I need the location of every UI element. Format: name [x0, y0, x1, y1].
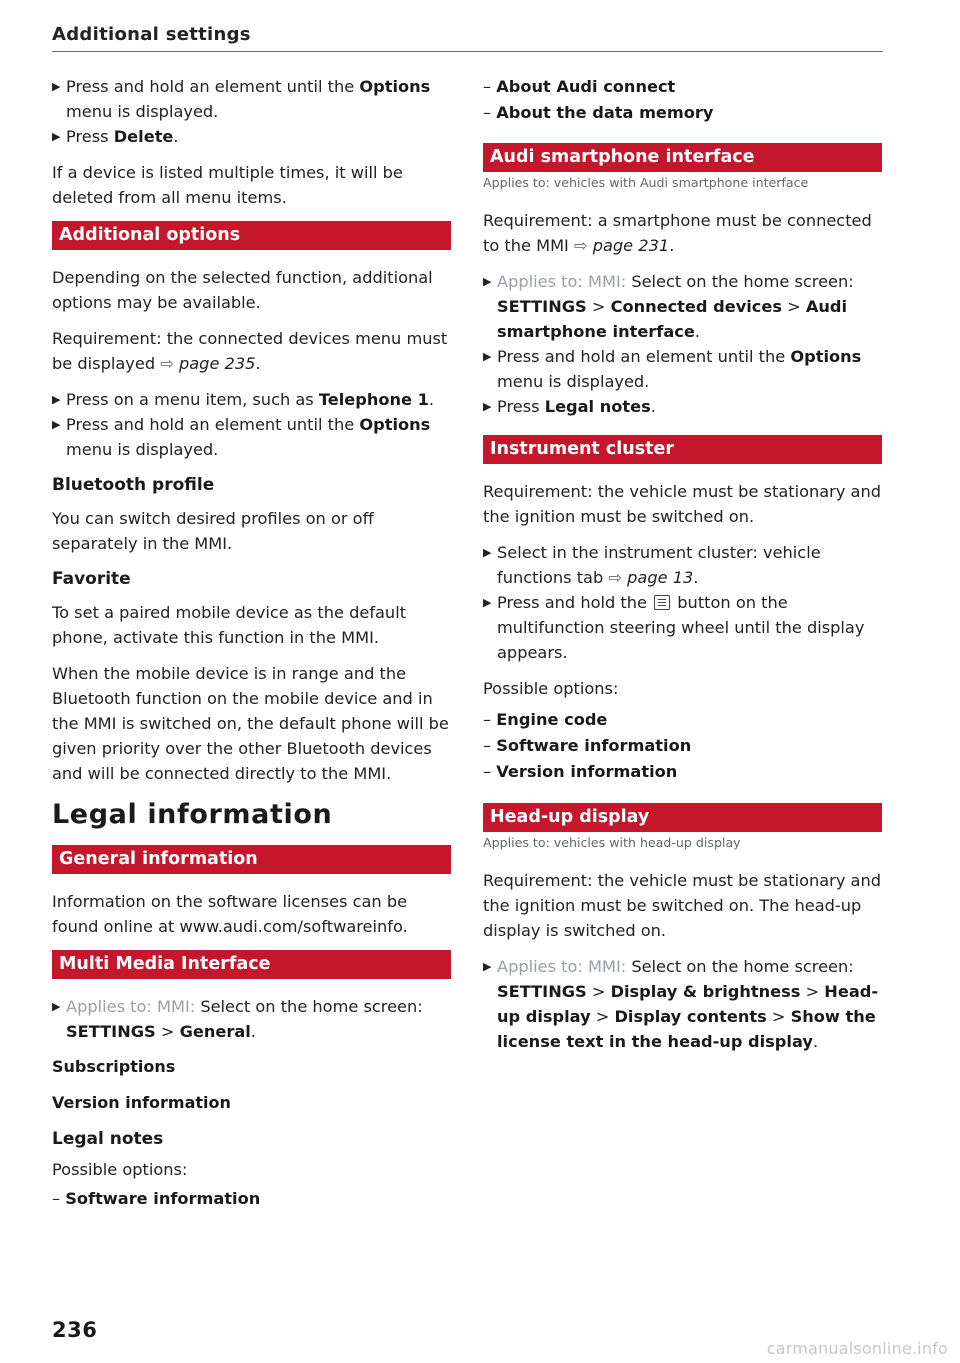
list-item: – About the data memory: [483, 103, 714, 122]
list-item: – About Audi connect: [483, 77, 676, 96]
step-list: [483, 269, 882, 419]
triangle-right-icon: ▶: [52, 393, 61, 406]
page-header-title: Additional settings: [52, 24, 251, 45]
option-list: [483, 707, 882, 785]
list-item: – Engine code: [483, 710, 608, 729]
page-number: 236: [52, 1318, 98, 1342]
paragraph-requirement: Requirement: a smartphone must be connected to the MMI ⇨ page 231.: [483, 211, 872, 255]
step-item: ▶ Applies to: MMI: Select on the home screen: SETTINGS > Connected devices > Audi smartphone interface.: [483, 269, 882, 344]
step-item: ▶ Press and hold the button on the multifunction steering wheel until the display appears.: [483, 590, 882, 665]
right-column: [483, 74, 882, 1065]
paragraph: To set a paired mobile device as the default phone, activate this function in the MMI.: [52, 603, 407, 647]
triangle-right-icon: ▶: [483, 960, 492, 973]
section-bar-head-up-display: Head-up display: [483, 803, 882, 832]
paragraph: Requirement: the vehicle must be stationary and the ignition must be switched on.: [483, 482, 882, 526]
triangle-right-icon: ▶: [483, 596, 492, 609]
triangle-right-icon: ▶: [483, 400, 492, 413]
triangle-right-icon: ▶: [483, 546, 492, 559]
triangle-right-icon: ▶: [52, 1000, 61, 1013]
step-list: [483, 540, 882, 665]
triangle-right-icon: ▶: [52, 80, 61, 93]
applies-note: Applies to: vehicles with Audi smartphone interface: [483, 175, 809, 190]
option-list: [483, 74, 882, 126]
page-reference-link[interactable]: page 235: [178, 354, 256, 373]
paragraph: Information on the software licenses can be found online at www.audi.com/softwareinfo.: [52, 892, 408, 936]
paragraph: Depending on the selected function, additional options may be available.: [52, 268, 433, 312]
list-item: – Software information: [483, 736, 692, 755]
triangle-right-icon: ▶: [483, 350, 492, 363]
section-bar-general-information: General information: [52, 845, 451, 874]
paragraph: You can switch desired profiles on or off separately in the MMI.: [52, 509, 374, 553]
step-item: ▶ Press and hold an element until the Options menu is displayed.: [483, 344, 882, 394]
paragraph: If a device is listed multiple times, it will be deleted from all menu items.: [52, 163, 403, 207]
left-column: [52, 74, 451, 1212]
step-list: [52, 387, 451, 462]
step-item: ▶ Applies to: MMI: Select on the home screen: SETTINGS > General.: [52, 994, 451, 1044]
section-bar-multi-media-interface: Multi Media Interface: [52, 950, 451, 979]
step-item: ▶ Press on a menu item, such as Telephone 1.: [52, 387, 451, 412]
arrow-right-icon: ⇨: [160, 354, 174, 373]
section-bar-audi-smartphone-interface: Audi smartphone interface: [483, 143, 882, 172]
paragraph: Possible options:: [483, 679, 619, 698]
list-item: – Software information: [52, 1189, 261, 1208]
step-list: [52, 994, 451, 1044]
menu-button-icon: [654, 595, 670, 610]
heading-legal-information: Legal information: [52, 799, 333, 830]
subheading-legal-notes: Legal notes: [52, 1129, 164, 1149]
paragraph: When the mobile device is in range and the Bluetooth function on the mobile device and in the MMI is switched on, the default phone will be given priority over the other Bluetooth devices and will be connected directly to the MMI.: [52, 664, 449, 783]
subheading-subscriptions: Subscriptions: [52, 1057, 176, 1076]
step-item: ▶ Press and hold an element until the Options menu is displayed.: [52, 412, 451, 462]
subheading-version-information: Version information: [52, 1093, 231, 1112]
page-reference-link[interactable]: page 231: [592, 236, 670, 255]
watermark: carmanualsonline.info: [766, 1339, 948, 1358]
step-item: ▶ Applies to: MMI: Select on the home screen: SETTINGS > Display & brightness > Head-up display > Display contents > Show the license text in the head-up display.: [483, 954, 882, 1054]
step-item: ▶ Press and hold an element until the Options menu is displayed.: [52, 74, 451, 124]
step-list: [483, 954, 882, 1054]
paragraph-requirement: Requirement: the connected devices menu must be displayed ⇨ page 235.: [52, 329, 448, 373]
step-list: [52, 74, 451, 149]
section-bar-instrument-cluster: Instrument cluster: [483, 435, 882, 464]
subheading-favorite: Favorite: [52, 569, 131, 589]
triangle-right-icon: ▶: [52, 418, 61, 431]
page-reference-link[interactable]: page 13: [627, 568, 694, 587]
header-divider: [52, 51, 883, 52]
triangle-right-icon: ▶: [483, 275, 492, 288]
applies-note: Applies to: vehicles with head-up display: [483, 835, 741, 850]
arrow-right-icon: ⇨: [573, 236, 588, 255]
step-item: ▶ Press Delete.: [52, 124, 451, 149]
paragraph: Requirement: the vehicle must be stationary and the ignition must be switched on. The head-up display is switched on.: [483, 871, 882, 940]
triangle-right-icon: ▶: [52, 130, 61, 143]
arrow-right-icon: ⇨: [608, 568, 622, 587]
list-item: – Version information: [483, 762, 678, 781]
step-item: ▶ Press Legal notes.: [483, 394, 882, 419]
section-bar-additional-options: Additional options: [52, 221, 451, 250]
step-item: ▶ Select in the instrument cluster: vehicle functions tab ⇨ page 13.: [483, 540, 882, 590]
subheading-bluetooth-profile: Bluetooth profile: [52, 475, 215, 495]
paragraph: Possible options:: [52, 1160, 188, 1179]
